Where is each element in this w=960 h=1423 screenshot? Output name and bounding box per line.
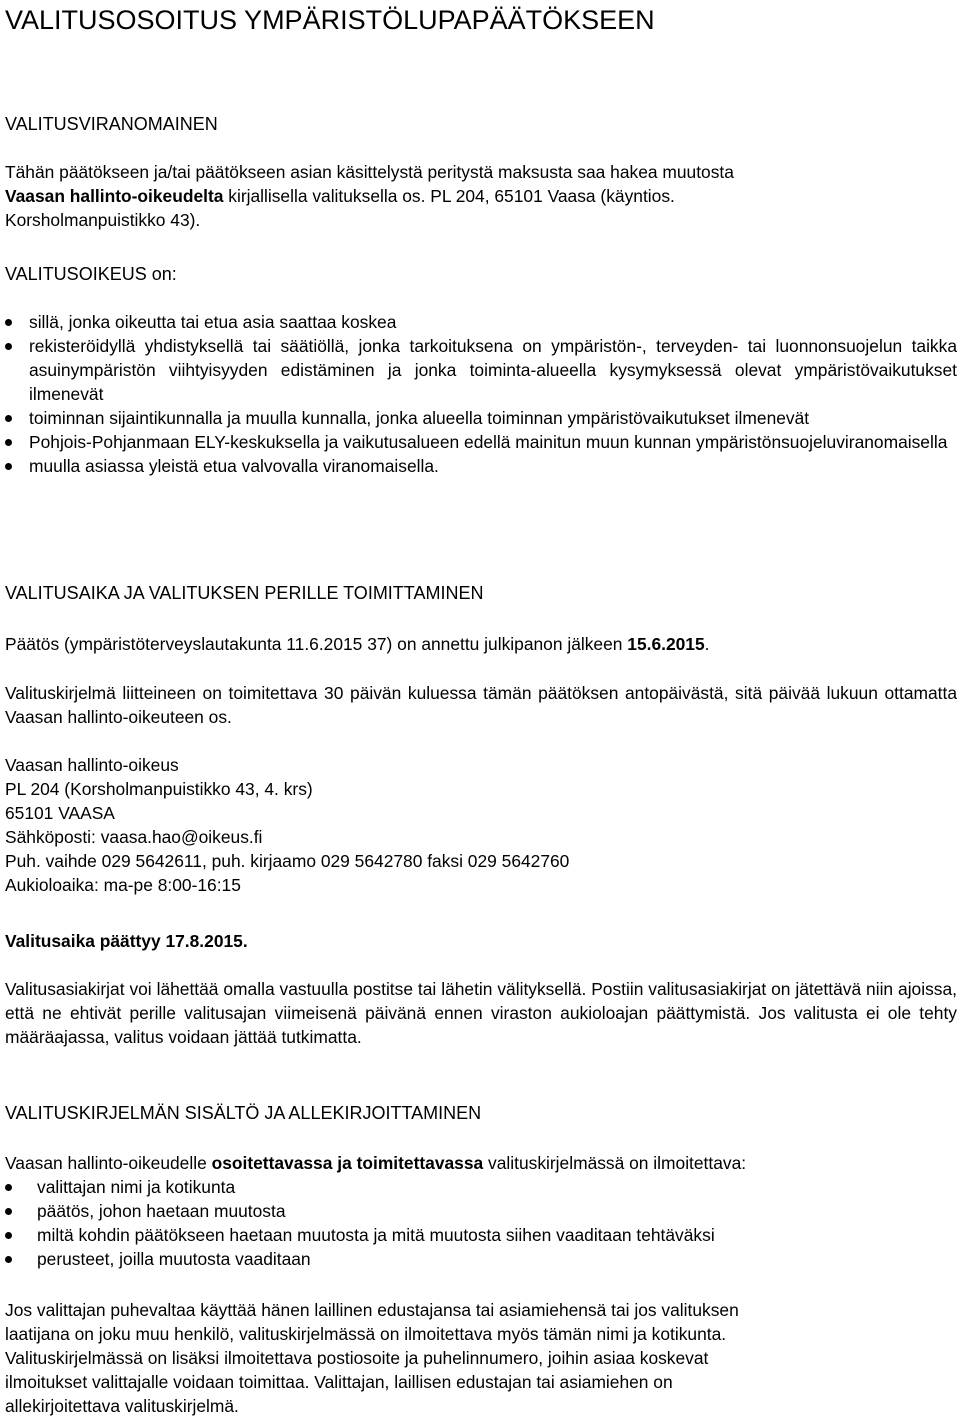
deadline-ends <box>5 929 957 953</box>
address-line: Puh. vaihde 029 5642611, puh. kirjaamo 029 5642780 faksi 029 5642760 <box>5 851 570 871</box>
decision-text: Päätös (ympäristöterveyslautakunta 11.6.2015 37) on annettu julkipanon jälkeen <box>5 634 628 654</box>
closing-paragraph <box>5 1298 957 1418</box>
authority-paragraph <box>5 160 957 232</box>
authority-line-1 <box>5 160 957 184</box>
list-item <box>5 1247 957 1271</box>
bullet-icon <box>5 1184 12 1191</box>
authority-text-1b: stä maksusta saa hakea muutosta <box>470 162 734 182</box>
court-name: Vaasan hallinto-oikeudelta <box>5 186 224 206</box>
decision-date: 15.6.2015 <box>627 634 705 654</box>
list-item-text: valittajan nimi ja kotikunta <box>37 1177 236 1197</box>
list-item <box>5 454 957 478</box>
list-item-text: sillä, jonka oikeutta tai etua asia saattaa koskea <box>29 312 397 332</box>
list-item-text: perusteet, joilla muutosta vaaditaan <box>37 1249 311 1269</box>
intro-bold: osoitettavassa ja toimitettavassa <box>211 1153 484 1173</box>
closing-line: Valituskirjelmässä on lisäksi ilmoitettava postiosoite ja puhelinnumero, joihin asiaa koskevat <box>5 1348 709 1368</box>
deadline-heading: VALITUSAIKA JA VALITUKSEN PERILLE TOIMITTAMINEN <box>5 583 484 603</box>
address-line: PL 204 (Korsholmanpuistikko 43, 4. krs) <box>5 779 313 799</box>
address-line: Sähköposti: vaasa.hao@oikeus.fi <box>5 827 263 847</box>
list-item <box>5 1175 957 1199</box>
content-list <box>5 1175 957 1271</box>
authority-text-1a: Tähän päätökseen ja/tai päätökseen asian käsittelystä perity <box>5 162 471 182</box>
authority-heading: VALITUSVIRANOMAINEN <box>5 114 218 134</box>
bullet-icon <box>5 343 12 350</box>
list-item <box>5 1199 957 1223</box>
list-item <box>5 430 957 454</box>
list-item <box>5 406 957 430</box>
address-line: Vaasan hallinto-oikeus <box>5 755 179 775</box>
decision-paragraph <box>5 632 957 656</box>
bullet-icon <box>5 1232 12 1239</box>
bullet-icon <box>5 1256 12 1263</box>
address-line: 65101 VAASA <box>5 803 115 823</box>
authority-text-2: kirjallisella valituksella os. PL 204, 65101 Vaasa (käyntios. <box>223 186 675 206</box>
authority-line-3: Korsholmanpuistikko 43). <box>5 210 201 230</box>
content-heading: VALITUSKIRJELMÄN SISÄLTÖ JA ALLEKIRJOITTAMINEN <box>5 1103 482 1123</box>
bullet-icon <box>5 439 12 446</box>
list-item-text: miltä kohdin päätökseen haetaan muutosta ja mitä muutosta siihen vaaditaan tehtäväksi <box>37 1225 715 1245</box>
bullet-icon <box>5 1208 12 1215</box>
closing-line: allekirjoitettava valituskirjelmä. <box>5 1396 239 1416</box>
address-line: Aukioloaika: ma-pe 8:00-16:15 <box>5 875 241 895</box>
list-item-text: Pohjois-Pohjanmaan ELY-keskuksella ja vaikutusalueen edellä mainitun muun kunnan ympäristönsuojeluviranomaisella <box>29 432 948 452</box>
list-item <box>5 310 957 334</box>
list-item <box>5 334 957 406</box>
authority-line-2 <box>5 184 957 208</box>
closing-line: Jos valittajan puhevaltaa käyttää hänen laillinen edustajansa tai asiamiehensä tai jos valituksen <box>5 1300 739 1320</box>
list-item-text: rekisteröidyllä yhdistyksellä tai säätiöllä, jonka tarkoituksena on ympäristön-, terveyden- tai luonnonsuojelun taikka asuinympäristön viihtyisyyden edistäminen ja jonka toiminta-alueella kysymyksessä olevat ympäristövaikutukset ilmenevät <box>29 336 957 404</box>
delivery-paragraph: Valituskirjelmä liitteineen on toimitettava 30 päivän kuluessa tämän päätöksen antopäivästä, sitä päivää lukuun ottamatta Vaasan hallinto-oikeuteen os. <box>5 683 957 727</box>
decision-end: . <box>704 634 710 654</box>
intro-text-1: Vaasan hallinto-oikeudelle <box>5 1153 212 1173</box>
right-list <box>5 310 957 478</box>
bullet-icon <box>5 319 12 326</box>
mail-paragraph: Valitusasiakirjat voi lähettää omalla vastuulla postitse tai lähetin välityksellä. Postiin valitusasiakirjat on jätettävä niin ajoissa, että ne ehtivät perille valitusajan viimeisenä päivänä ennen viraston aukioloajan päättymistä. Jos valitusta ei ole tehty määräajassa, valitus voidaan jättää tutkimatta. <box>5 979 957 1047</box>
list-item-text: päätös, johon haetaan muutosta <box>37 1201 286 1221</box>
bullet-icon <box>5 463 12 470</box>
list-item-text: toiminnan sijaintikunnalla ja muulla kunnalla, jonka alueella toiminnan ympäristövaikutukset ilmenevät <box>29 408 810 428</box>
closing-line: laatijana on joku muu henkilö, valituskirjelmässä on ilmoitettava myös tämän nimi ja kotikunta. <box>5 1324 727 1344</box>
right-heading: VALITUSOIKEUS on: <box>5 264 177 284</box>
closing-line: ilmoitukset valittajalle voidaan toimittaa. Valittajan, laillisen edustajan tai asiamiehen on <box>5 1372 673 1392</box>
list-item <box>5 1223 957 1247</box>
intro-text-2: valituskirjelmässä on ilmoitettava: <box>483 1153 747 1173</box>
document-title: VALITUSOSOITUS YMPÄRISTÖLUPAPÄÄTÖKSEEN <box>5 5 655 35</box>
list-item-text: muulla asiassa yleistä etua valvovalla viranomaisella. <box>29 456 439 476</box>
court-address <box>5 753 957 897</box>
deadline-ends-text: Valitusaika päättyy 17.8.2015. <box>5 931 248 951</box>
content-intro <box>5 1151 957 1175</box>
bullet-icon <box>5 415 12 422</box>
